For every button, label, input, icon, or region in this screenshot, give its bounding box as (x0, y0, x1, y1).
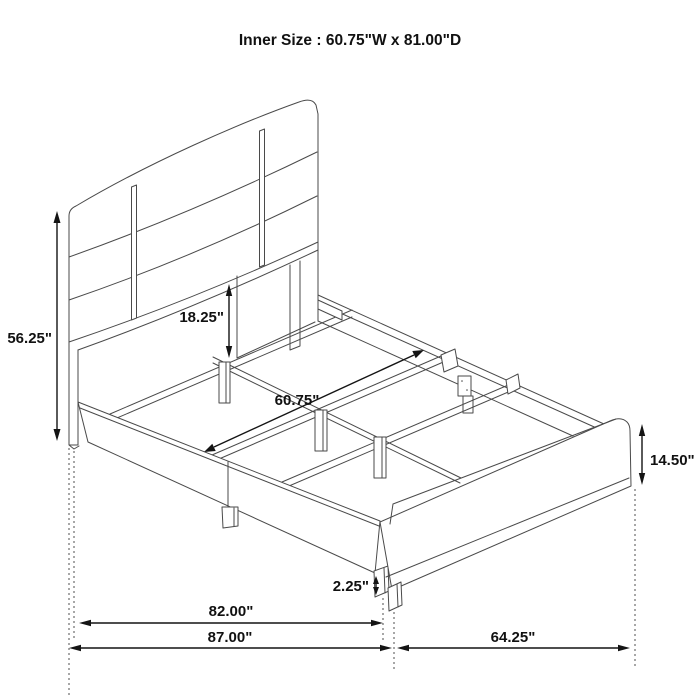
slat-1-center-leg (219, 362, 230, 403)
dim-label: 82.00" (208, 603, 254, 620)
left-rail-mid-leg (222, 507, 238, 528)
slat-3-center-leg (374, 437, 386, 478)
bracket-bolt-dot (466, 389, 468, 391)
dim-label: 60.75" (274, 392, 320, 409)
headboard-strut-right (260, 129, 265, 267)
bracket-bolt-dot (461, 380, 463, 382)
diagram-title: Inner Size : 60.75"W x 81.00"D (238, 32, 462, 49)
rail-bracket-plate (458, 376, 471, 396)
headboard-strut-left (132, 185, 137, 320)
dim-label: 18.25" (179, 309, 224, 326)
dim-label: 2.25" (332, 578, 369, 595)
dim-label: 87.00" (207, 629, 253, 646)
dim-label: 56.25" (7, 330, 52, 347)
dim-label: 14.50" (650, 452, 695, 469)
dim-label: 64.25" (490, 629, 536, 646)
slat-2-center-leg (315, 410, 327, 451)
